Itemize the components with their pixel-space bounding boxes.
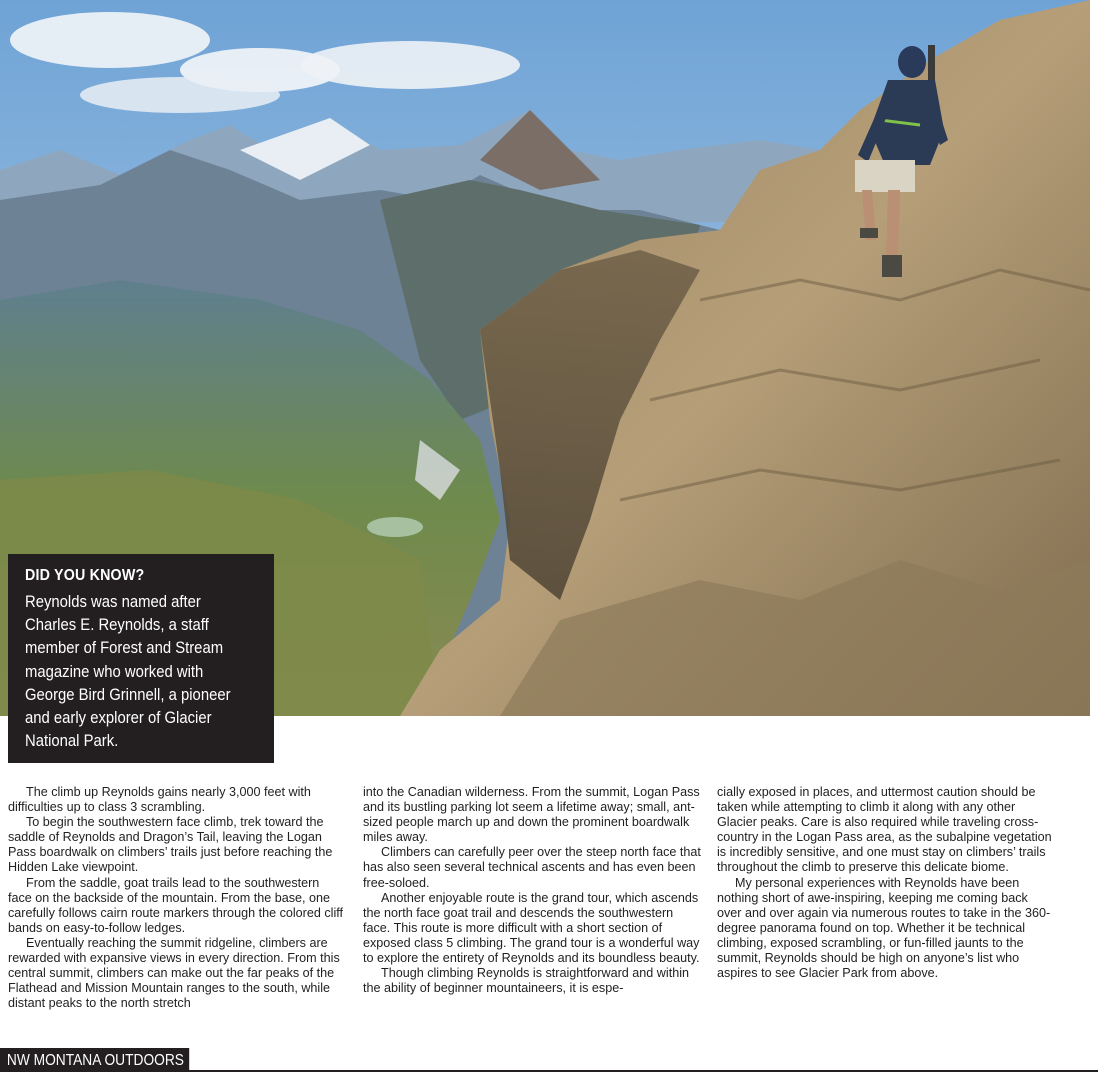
article-paragraph-continued: cially exposed in places, and uttermost caution should be taken while attempting to climb it along with any other Glacier peaks. Care is also required while traveling cross-country in the Logan Pass area, as the subalpine vegetation is incredibly sensitive, and one must stay on climbers’ trails throughout the climb to preserve this delicate biome. <box>717 785 1052 875</box>
article-paragraph: Eventually reaching the summit ridgeline, climbers are rewarded with expansive views in every direction. From this central summit, climbers can make out the far peaks of the Flathead and Mission Mountain ranges to the south, while distant peaks to the north stretch <box>8 935 340 1011</box>
article-paragraph: To begin the southwestern face climb, trek toward the saddle of Reynolds and Dragon’s Tail, leaving the Logan Pass boardwalk on climbers’ trails just before reaching the Hidden Lake viewpoint. <box>8 815 333 875</box>
article-paragraph: Climbers can carefully peer over the steep north face that has also seen several technical ascents and has even been free-soloed. <box>363 845 701 890</box>
did-you-know-line: member of Forest and Stream <box>25 639 224 658</box>
article-column-2 <box>363 785 701 996</box>
article-paragraph: Another enjoyable route is the grand tour, which ascends the north face goat trail and descends the southwestern face. This route is more difficult with a short section of exposed class 5 climbing. The grand tour is a wonderful way to explore the entirety of Reynolds and its boundless beauty. <box>363 890 700 966</box>
article-paragraph: The climb up Reynolds gains nearly 3,000 feet with difficulties up to class 3 scrambling. <box>8 785 311 815</box>
did-you-know-line: and early explorer of Glacier <box>25 709 212 728</box>
article-paragraph: My personal experiences with Reynolds have been nothing short of awe-inspiring, keeping me coming back over and over again via numerous routes to take in the 360-degree panorama found on top. Whether it be technical climbing, exposed scrambling, or fun-filled jaunts to the summit, Reynolds should be high on anyone’s list who aspires to see Glacier Park from above. <box>717 875 1051 981</box>
did-you-know-box <box>8 554 274 763</box>
did-you-know-line: George Bird Grinnell, a pioneer <box>25 685 231 704</box>
did-you-know-line: Charles E. Reynolds, a staff <box>25 616 209 635</box>
article-paragraph: From the saddle, goat trails lead to the southwestern face on the backside of the mountain. From the base, one carefully follows cairn route markers through the colored cliff bands on easy-to-follow ledges. <box>8 875 344 935</box>
did-you-know-heading: DID YOU KNOW? <box>25 567 145 584</box>
article-paragraph-continued: into the Canadian wilderness. From the summit, Logan Pass and its bustling parking lot seem a lifetime away; small, ant-sized people march up and down the prominent boardwalk miles away. <box>363 785 700 845</box>
did-you-know-line: National Park. <box>25 732 119 751</box>
did-you-know-text <box>25 591 268 753</box>
section-label: NW MONTANA OUTDOORS <box>0 1048 189 1072</box>
article-column-1 <box>8 785 346 1011</box>
article-column-3 <box>717 785 1055 981</box>
article-body <box>8 785 1054 1010</box>
article-paragraph: Though climbing Reynolds is straightforward and within the ability of beginner mountaineers, it is espe- <box>363 966 689 996</box>
did-you-know-line: Reynolds was named after <box>25 593 201 611</box>
did-you-know-line: magazine who worked with <box>25 662 204 681</box>
